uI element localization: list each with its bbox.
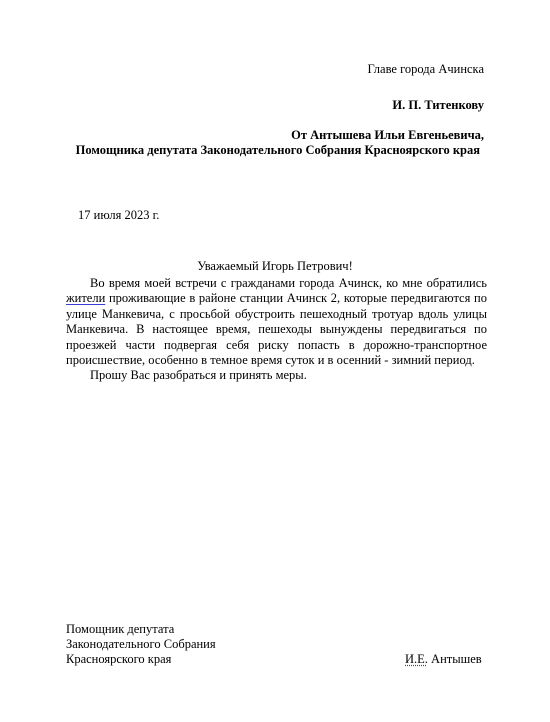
addressee-city: Главе города Ачинска — [367, 62, 484, 76]
letter-date: 17 июля 2023 г. — [78, 208, 160, 222]
sender-name: От Антышева Ильи Евгеньевича, — [291, 128, 484, 142]
body-paragraph-1-start: Во время моей встречи с гражданами города Ачинск, ко мне обратились — [90, 276, 487, 290]
body-paragraph-1 — [66, 276, 487, 368]
signature-initials: И.Е. — [405, 652, 428, 666]
sender-position: Помощника депутата Законодательного Собрания Красноярского края — [75, 143, 480, 157]
body-paragraph-1-end: проживающие в районе станции Ачинск 2, которые передвигаются по улице Манкевича, с просьбой обустроить пешеходный тротуар вдоль улицы Манкевича. В настоящее время, пешеходы вынуждены передвигаться по проезжей части подвергая себя риску попасть в дорожно-транспортное происшествие, особенно в темное время суток и в осенний - зимний период. — [66, 291, 487, 368]
signature-name — [405, 652, 482, 667]
signature-line-3: Красноярского края — [66, 652, 172, 666]
body-underlined-word: жители — [66, 291, 106, 306]
signature-line-1: Помощник депутата — [66, 622, 175, 636]
addressee-name: И. П. Титенкову — [392, 98, 484, 112]
signature-surname: Антышев — [427, 652, 482, 666]
body-paragraph-2: Прошу Вас разобраться и принять меры. — [90, 368, 307, 383]
salutation: Уважаемый Игорь Петрович! — [197, 259, 353, 273]
signature-line-2: Законодательного Собрания — [66, 637, 216, 651]
signature-position — [66, 622, 216, 667]
letter-body — [66, 276, 487, 384]
